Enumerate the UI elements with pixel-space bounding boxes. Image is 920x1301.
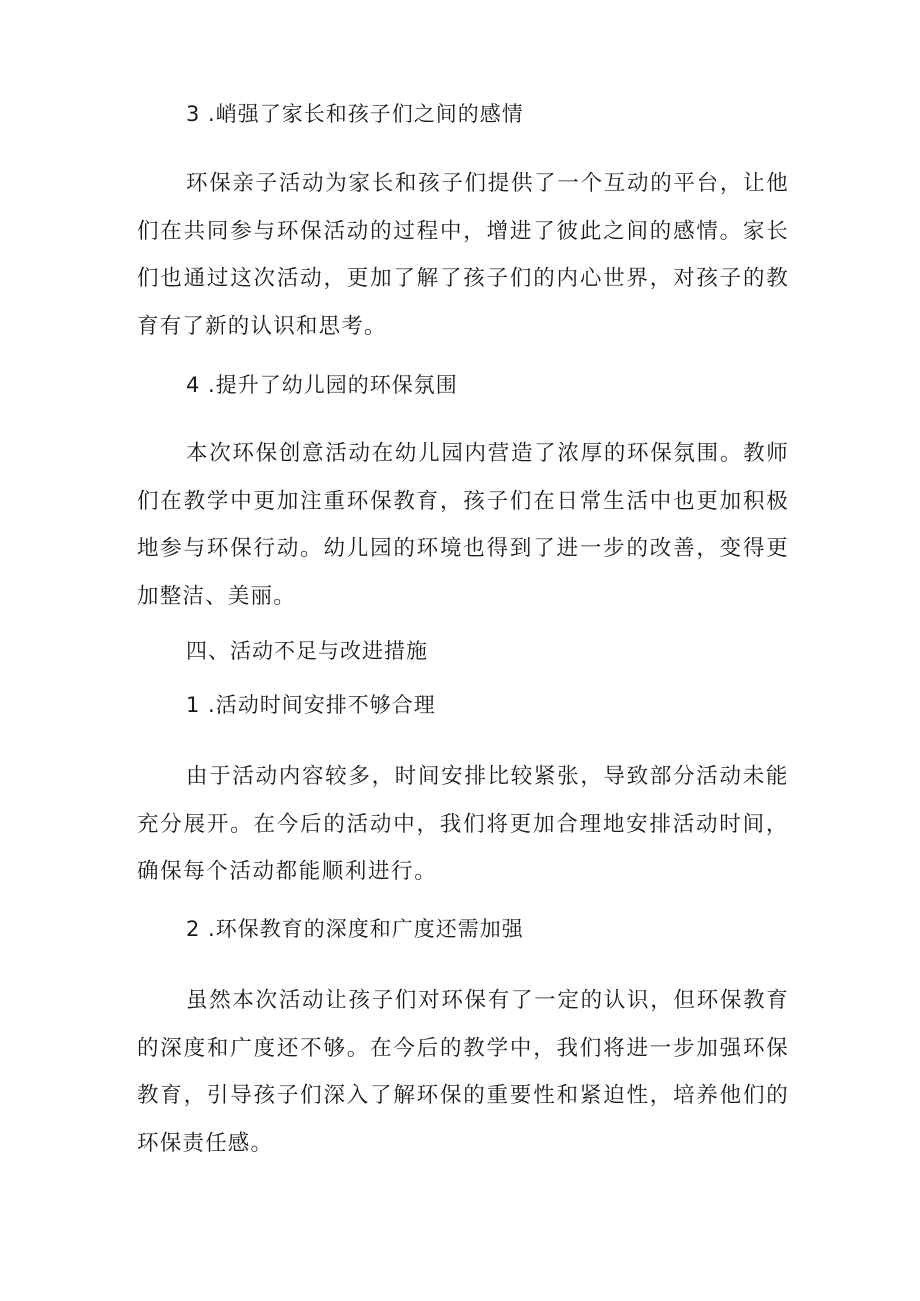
subheading-education-depth: 2 .环保教育的深度和广度还需加强 [186, 917, 524, 941]
subheading-time-arrangement: 1 .活动时间安排不够合理 [186, 693, 436, 717]
paragraph-education-depth: 虽然本次活动让孩子们对环保有了一定的认识，但环保教育的深度和广度还不够。在今后的教学中，我们将进一步加强环保教育，引导孩子们深入了解环保的重要性和紧迫性，培养他们的环保责任感。 [137, 988, 789, 1156]
paragraph-time-arrangement: 由于活动内容较多，时间安排比较紧张，导致部分活动未能充分展开。在今后的活动中，我们将更加合理地安排活动时间，确保每个活动都能顺利进行。 [137, 764, 789, 884]
section-heading-3: 3 .峭强了家长和孩子们之间的感情 [186, 102, 524, 126]
section-heading-4: 4 .提升了幼儿园的环保氛围 [186, 373, 458, 397]
chapter-heading-shortcomings: 四、活动不足与改进措施 [186, 639, 428, 663]
paragraph-eco-atmosphere: 本次环保创意活动在幼儿园内营造了浓厚的环保氛围。教师们在教学中更加注重环保教育，孩子们在日常生活中也更加积极地参与环保行动。幼儿园的环境也得到了进一步的改善，变得更加整洁、美丽。 [137, 441, 789, 609]
paragraph-parent-child-bond: 环保亲子活动为家长和孩子们提供了一个互动的平台，让他们在共同参与环保活动的过程中，增进了彼此之间的感情。家长们也通过这次活动，更加了解了孩子们的内心世界，对孩子的教育有了新的认识和思考。 [137, 171, 789, 339]
